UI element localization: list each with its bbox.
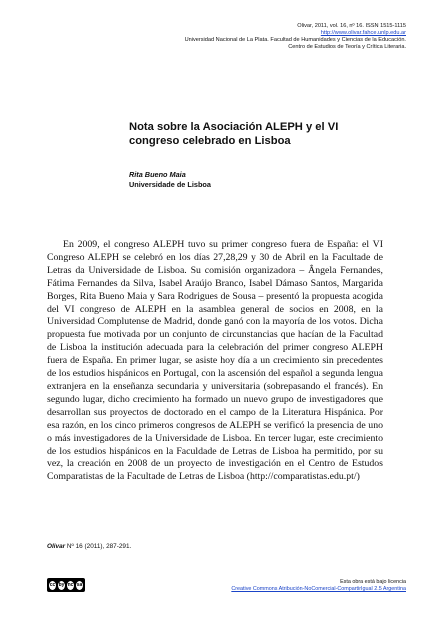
sa-symbol-icon: sa xyxy=(76,581,83,588)
author-block xyxy=(129,170,211,189)
centre-line: Centro de Estudios de Teoría y Crítica Literaria. xyxy=(288,44,406,50)
nc-symbol-icon: nc xyxy=(67,581,74,588)
citation-details: Nº 16 (2011), 287-291. xyxy=(66,543,132,550)
cc-license-badge-icon[interactable] xyxy=(47,578,85,592)
university-line: Universidad Nacional de La Plata. Facultad de Humanidades y Ciencias de la Educación. xyxy=(184,37,406,43)
by-symbol-icon: by xyxy=(58,581,65,588)
cc-symbol-icon: cc xyxy=(49,581,56,588)
article-title: Nota sobre la Asociación ALEPH y el VI congreso celebrado en Lisboa xyxy=(129,121,339,147)
license-intro: Esta obra está bajo licencia xyxy=(340,579,406,585)
author-name: Rita Bueno Maia xyxy=(129,170,186,179)
license-link[interactable]: Creative Commons Atribución-NoComercial-CompartirIgual 2.5 Argentina xyxy=(231,585,406,592)
license-note xyxy=(231,579,406,593)
journal-url-link[interactable]: http://www.olivar.fahce.unlp.edu.ar xyxy=(320,30,406,36)
author-affiliation: Universidade de Lisboa xyxy=(129,179,211,189)
citation-journal: Olivar xyxy=(47,543,66,550)
article-body: En 2009, el congreso ALEPH tuvo su primer congreso fuera de España: el VI Congreso ALEPH se celebró en los días 27,28,29 y 30 de Abril en la Facultade de Letras da Universidade de Lisboa. Su comisión organizadora – Ângela Fernandes, Fátima Fernandes da Silva, Isabel Araújo Branco, Isabel Dámaso Santos, Margarida Borges, Rita Bueno Maia y Sara Rodrigues de Sousa – presentó la propuesta acogida del VI congreso de ALEPH en la asamblea general de socios en 2008, en la Universidad Complutense de Madrid, donde ganó con la mayoría de los votos. Dicha propuesta fue motivada por un conjunto de circunstancias que hacían de la Facultad de Lisboa la institución adecuada para la celebración del primer congreso ALEPH fuera de España. En primer lugar, se asiste hoy día a un crecimiento sin precedentes de los estudios hispánicos en Portugal, con la ascensión del español a segunda lengua extranjera en la enseñanza secundaria y universitaria (sobrepasando el francés). En segundo lugar, dicho crecimiento ha formado un nuevo grupo de investigadores que desarrollan sus proyectos de doctorado en el campo de la Literatura Hispánica. Por esa razón, en los cinco primeros congresos de ALEPH se verificó la presencia de uno o más investigadores de la Universidade de Lisboa. En tercer lugar, este crecimiento de los estudios hispánicos en la Faculdade de Letras de Lisboa ha permitido, por su vez, la creación en 2008 de un proyecto de investigación en el Centro de Estudos Comparatistas de la Facultade de Letras de Lisboa (http://comparatistas.edu.pt/) xyxy=(47,239,383,483)
citation xyxy=(47,543,131,550)
journal-header xyxy=(185,23,406,51)
journal-issue-line: Olivar, 2011, vol. 16, nº 16. ISSN 1515-1115 xyxy=(297,23,406,29)
